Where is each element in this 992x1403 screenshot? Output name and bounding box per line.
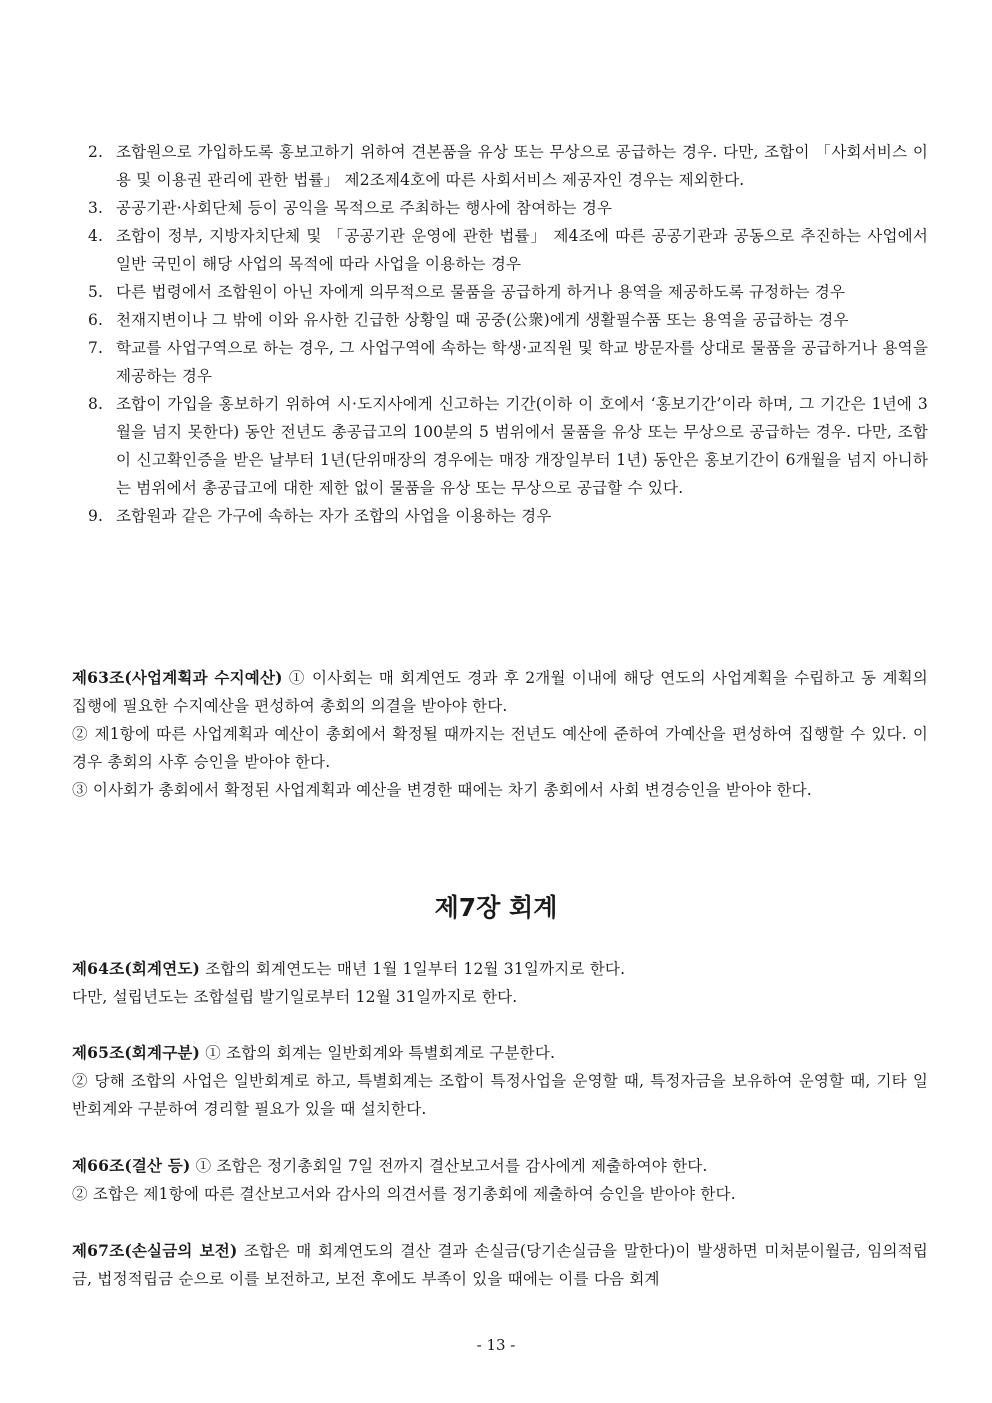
article-heading: 제63조(사업계획과 수지예산) — [72, 668, 283, 687]
list-item-number: 3. — [88, 199, 104, 217]
list-item-number: 8. — [88, 395, 104, 413]
article-paragraph: ③ 이사회가 총회에서 확정된 사업계획과 예산을 변경한 때에는 차기 총회에서 사회 변경승인을 받아야 한다. — [72, 781, 812, 799]
article-heading: 제66조(결산 등) — [72, 1156, 191, 1175]
list-item — [88, 138, 928, 194]
article-heading: 제67조(손실금의 보전) — [72, 1241, 238, 1260]
list-item-number: 5. — [88, 283, 104, 301]
article-heading: 제64조(회계연도) — [72, 959, 201, 978]
article-paragraph — [72, 955, 928, 983]
article-text: ① 이사회는 매 회계연도 경과 후 2개월 이내에 해당 연도의 사업계획을 수립하고 동 계획의 집행에 필요한 수지예산을 편성하여 총회의 의결을 받아야 한다. — [72, 669, 928, 715]
chapter-title: 제7장 회계 — [434, 893, 558, 922]
list-item — [88, 194, 928, 222]
article-65 — [72, 1039, 928, 1123]
article-66 — [72, 1152, 928, 1208]
list-item-number: 6. — [88, 311, 104, 329]
article-paragraph — [72, 1039, 928, 1067]
list-item — [88, 390, 928, 502]
article-paragraph: ② 조합은 제1항에 따른 결산보고서와 감사의 의견서를 정기총회에 제출하여 승인을 받아야 한다. — [72, 1185, 736, 1203]
article-64 — [72, 955, 928, 1011]
list-item-text: 조합이 정부, 지방자치단체 및 「공공기관 운영에 관한 법률」 제4조에 따른 공공기관과 공동으로 추진하는 사업에서 일반 국민이 해당 사업의 목적에 따라 사업을 이용하는 경우 — [116, 227, 928, 273]
list-item-number: 2. — [88, 143, 104, 161]
list-item — [88, 502, 928, 530]
list-item — [88, 222, 928, 278]
list-item-text: 천재지변이나 그 밖에 이와 유사한 긴급한 상황일 때 공중(公衆)에게 생활필수품 또는 용역을 공급하는 경우 — [116, 311, 849, 329]
article-67 — [72, 1237, 928, 1293]
article-text: ① 조합은 정기총회일 7일 전까지 결산보고서를 감사에게 제출하여야 한다. — [190, 1157, 708, 1175]
list-item-text: 다른 법령에서 조합원이 아닌 자에게 의무적으로 물품을 공급하게 하거나 용역을 제공하도록 규정하는 경우 — [116, 283, 846, 301]
list-item — [88, 306, 928, 334]
list-item — [88, 278, 928, 306]
page-number: - 13 - — [476, 1336, 516, 1354]
list-item-text: 조합원과 같은 가구에 속하는 자가 조합의 사업을 이용하는 경우 — [116, 507, 552, 525]
list-item-number: 7. — [88, 339, 104, 357]
list-item-text: 조합원으로 가입하도록 홍보고하기 위하여 견본품을 유상 또는 무상으로 공급하는 경우. 다만, 조합이 「사회서비스 이용 및 이용권 관리에 관한 법률」 제2조제4호에 따른 사회서비스 제공자인 경우는 제외한다. — [116, 143, 928, 189]
list-item-text: 학교를 사업구역으로 하는 경우, 그 사업구역에 속하는 학생·교직원 및 학교 방문자를 상대로 물품을 공급하거나 용역을 제공하는 경우 — [116, 339, 928, 385]
article-paragraph: ② 당해 조합의 사업은 일반회계로 하고, 특별회계는 조합이 특정사업을 운영할 때, 특정자금을 보유하여 운영할 때, 기타 일반회계와 구분하여 경리할 필요가 있을 때 설치한다. — [72, 1072, 928, 1118]
numbered-list — [88, 138, 928, 530]
article-paragraph: ② 제1항에 따른 사업계획과 예산이 총회에서 확정될 때까지는 전년도 예산에 준하여 가예산을 편성하여 집행할 수 있다. 이 경우 총회의 사후 승인을 받아야 한다. — [72, 725, 928, 771]
article-63 — [72, 664, 928, 804]
list-item-text: 조합이 가입을 홍보하기 위하여 시·도지사에게 신고하는 기간(이하 이 호에서 ‘홍보기간’이라 하며, 그 기간은 1년에 3월을 넘지 못한다) 동안 전년도 총공급고의 100분의 5 범위에서 물품을 유상 또는 무상으로 공급하는 경우. 다만, 조합이 신고확인증을 받은 날부터 1년(단위매장의 경우에는 매장 개장일부터 1년) 동안은 홍보기간이 6개월을 넘지 아니하는 범위에서 총공급고에 대한 제한 없이 물품을 유상 또는 무상으로 공급할 수 있다. — [116, 395, 928, 497]
article-text: 조합은 매 회계연도의 결산 결과 손실금(당기손실금을 말한다)이 발생하면 미처분이월금, 임의적립금, 법정적립금 순으로 이를 보전하고, 보전 후에도 부족이 있을 때에는 이를 다음 회계 — [72, 1242, 928, 1288]
list-item-text: 공공기관·사회단체 등이 공익을 목적으로 주최하는 행사에 참여하는 경우 — [116, 199, 613, 217]
list-item-number: 9. — [88, 507, 104, 525]
article-paragraph — [72, 1237, 928, 1293]
article-paragraph — [72, 1152, 928, 1180]
list-item-number: 4. — [88, 227, 104, 245]
article-heading: 제65조(회계구분) — [72, 1043, 201, 1062]
article-paragraph — [72, 664, 928, 720]
article-paragraph: 다만, 설립년도는 조합설립 발기일로부터 12월 31일까지로 한다. — [72, 988, 518, 1006]
article-text: ① 조합의 회계는 일반회계와 특별회계로 구분한다. — [200, 1044, 556, 1062]
list-item — [88, 334, 928, 390]
article-text: 조합의 회계연도는 매년 1월 1일부터 12월 31일까지로 한다. — [200, 960, 626, 978]
